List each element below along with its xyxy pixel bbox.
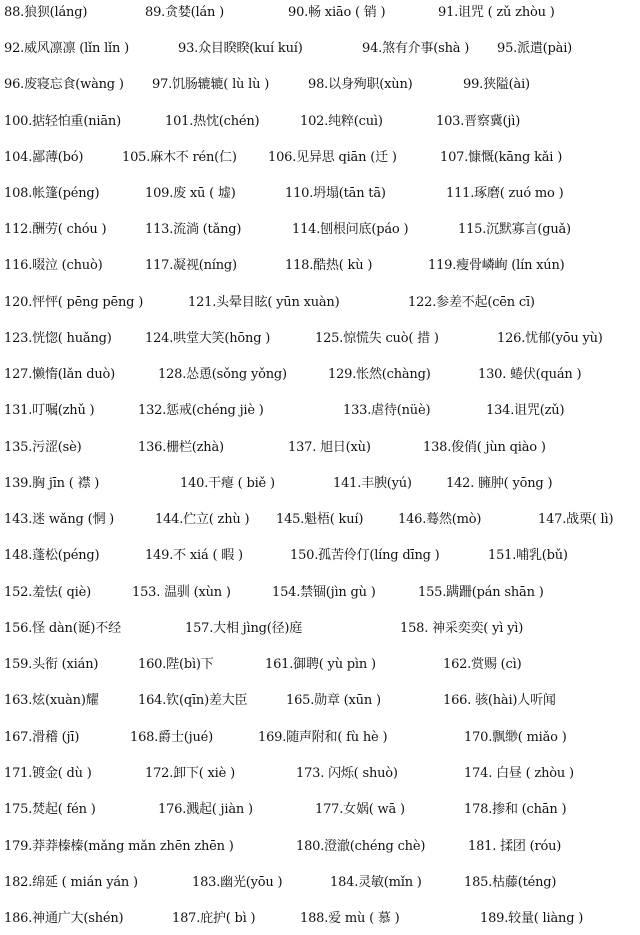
entry: 170.飘缈( miǎo ) [464,730,567,745]
entry: 93.众目睽睽(kuí kuí) [178,41,303,56]
entry: 138.俊俏( jùn qiào ) [423,440,546,455]
entry: 142. 臃肿( yōng ) [446,476,553,491]
entry: 162.赏赐 (cì) [443,657,522,672]
row-26 [0,910,640,934]
entry: 169.随声附和( fù hè ) [258,730,388,745]
entry: 96.废寝忘食(wàng ) [4,77,124,92]
entry: 166. 骇(hài)人听闻 [443,693,556,708]
entry: 132.惩戒(chéng jiè ) [138,403,264,418]
entry: 177.女娲( wā ) [315,802,405,817]
entry: 156.怪 dàn(诞)不经 [4,621,121,636]
entry: 137. 旭日(xù) [288,440,371,455]
entry: 123.恍惚( huǎng) [4,331,112,346]
row-19 [0,656,640,680]
entry: 145.魁梧( kuí) [276,512,364,527]
entry: 95.派遣(pài) [497,41,573,56]
entry: 175.焚起( fén ) [4,802,96,817]
row-17 [0,584,640,608]
entry: 128.怂恿(sǒng yǒng) [158,367,287,382]
entry: 179.莽莽榛榛(mǎng mǎn zhēn zhēn ) [4,839,234,854]
entry: 183.幽光(yōu ) [192,875,283,890]
entry: 114.刨根问底(páo ) [292,222,409,237]
entry: 157.大相 jìng(径)庭 [185,621,303,636]
entry: 116.啜泣 (chuò) [4,258,103,273]
entry: 139.胸 jīn ( 襟 ) [4,476,100,491]
entry: 90.畅 xiāo ( 销 ) [288,5,386,20]
entry: 104.鄙薄(bó) [4,150,84,165]
entry: 111.琢磨( zuó mo ) [446,186,564,201]
entry: 115.沉默寡言(guǎ) [458,222,571,237]
entry: 121.头晕目眩( yūn xuàn) [188,295,340,310]
entry: 141.丰腴(yú) [333,476,412,491]
entry: 187.庇护( bì ) [172,911,256,926]
entry: 101.热忱(chén) [165,114,260,129]
entry: 163.炫(xuàn)耀 [4,693,99,708]
entry: 184.灵敏(mǐn ) [330,875,422,890]
entry: 130. 蜷伏(quán ) [478,367,582,382]
entry: 135.污涩(sè) [4,440,82,455]
entry: 120.怦怦( pēng pēng ) [4,295,144,310]
row-5 [0,149,640,173]
row-12 [0,402,640,426]
entry: 180.澄澈(chéng chè) [296,839,426,854]
row-11 [0,366,640,390]
entry: 140.干瘪 ( biě ) [180,476,275,491]
entry: 119.瘦骨嶙峋 (lín xún) [428,258,565,273]
entry: 173. 闪烁( shuò) [296,766,398,781]
row-16 [0,547,640,571]
row-24 [0,838,640,862]
entry: 103.晋察冀(jì) [436,114,521,129]
row-3 [0,76,640,100]
row-4 [0,113,640,137]
entry: 109.废 xū ( 墟) [145,186,236,201]
entry: 91.诅咒 ( zǔ zhòu ) [438,5,555,20]
entry: 112.酬劳( chóu ) [4,222,107,237]
entry: 117.凝视(níng) [145,258,237,273]
entry: 168.爵士(jué) [130,730,213,745]
entry: 181. 揉团 (róu) [468,839,562,854]
row-22 [0,765,640,789]
entry: 151.哺乳(bǔ) [488,548,568,563]
entry: 172.卸下( xiè ) [145,766,235,781]
entry: 182.绵延 ( mián yán ) [4,875,138,890]
row-13 [0,439,640,463]
row-6 [0,185,640,209]
row-14 [0,475,640,499]
entry: 131.叮嘱(zhǔ ) [4,403,95,418]
entry: 154.禁锢(jìn gù ) [272,585,376,600]
entry: 152.羞怯( qiè) [4,585,91,600]
entry: 161.御聘( yù pìn ) [265,657,376,672]
entry: 186.神通广大(shén) [4,911,124,926]
entry: 146.蓦然(mò) [398,512,482,527]
entry: 100.掂轻怕重(niān) [4,114,121,129]
entry: 171.镀金( dù ) [4,766,92,781]
entry: 165.勋章 (xūn ) [286,693,381,708]
entry: 122.参差不起(cēn cī) [408,295,535,310]
entry: 159.头衔 (xián) [4,657,99,672]
entry: 110.坍塌(tān tā) [285,186,386,201]
entry: 188.爱 mù ( 慕 ) [300,911,400,926]
entry: 118.酷热( kù ) [285,258,373,273]
entry: 164.钦(qīn)差大臣 [138,693,248,708]
entry: 124.哄堂大笑(hōng ) [145,331,271,346]
entry: 147.战栗( lì) [538,512,614,527]
entry: 108.帐篷(péng) [4,186,100,201]
row-1 [0,4,640,28]
entry: 174. 白昼 ( zhòu ) [464,766,574,781]
entry: 105.麻木不 rén(仁) [122,150,237,165]
entry: 185.枯藤(téng) [464,875,557,890]
row-15 [0,511,640,535]
row-21 [0,729,640,753]
entry: 167.滑稽 (jī) [4,730,80,745]
entry: 125.惊慌失 cuò( 措 ) [315,331,439,346]
entry: 129.怅然(chàng) [328,367,431,382]
row-10 [0,330,640,354]
entry: 134.诅咒(zǔ) [486,403,565,418]
entry: 107.慷慨(kāng kǎi ) [440,150,563,165]
entry: 178.掺和 (chān ) [464,802,567,817]
entry: 127.懒惰(lǎn duò) [4,367,116,382]
entry: 92.威风凛凛 (lǐn lǐn ) [4,41,129,56]
entry: 153. 温驯 (xùn ) [132,585,231,600]
entry: 158. 神采奕奕( yì yì) [400,621,524,636]
entry: 106.见异思 qiān (迁 ) [268,150,397,165]
entry: 98.以身殉职(xùn) [308,77,413,92]
entry: 149.不 xiá ( 暇 ) [145,548,243,563]
entry: 189.较量( liàng ) [480,911,584,926]
row-20 [0,692,640,716]
entry: 143.迷 wǎng (惘 ) [4,512,115,527]
row-25 [0,874,640,898]
entry: 144.伫立( zhù ) [155,512,250,527]
row-18 [0,620,640,644]
row-9 [0,294,640,318]
entry: 148.蓬松(péng) [4,548,100,563]
row-23 [0,801,640,825]
entry: 133.虐待(nüè) [343,403,431,418]
entry: 150.孤苦伶仃(líng dīng ) [290,548,440,563]
entry: 89.贪婪(lán ) [145,5,225,20]
entry: 88.狼狈(láng) [4,5,88,20]
entry: 113.流淌 (tǎng) [145,222,242,237]
entry: 176.溅起( jiàn ) [158,802,253,817]
row-2 [0,40,640,64]
entry: 94.煞有介事(shà ) [362,41,470,56]
entry: 99.狭隘(ài) [463,77,530,92]
entry: 126.忧郁(yōu yù) [497,331,603,346]
entry: 136.栅栏(zhà) [138,440,224,455]
entry: 97.饥肠辘辘( lù lù ) [152,77,270,92]
entry: 102.纯粹(cuì) [300,114,383,129]
row-8 [0,257,640,281]
entry: 155.蹒跚(pán shān ) [418,585,544,600]
row-7 [0,221,640,245]
entry: 160.陛(bì)下 [138,657,214,672]
